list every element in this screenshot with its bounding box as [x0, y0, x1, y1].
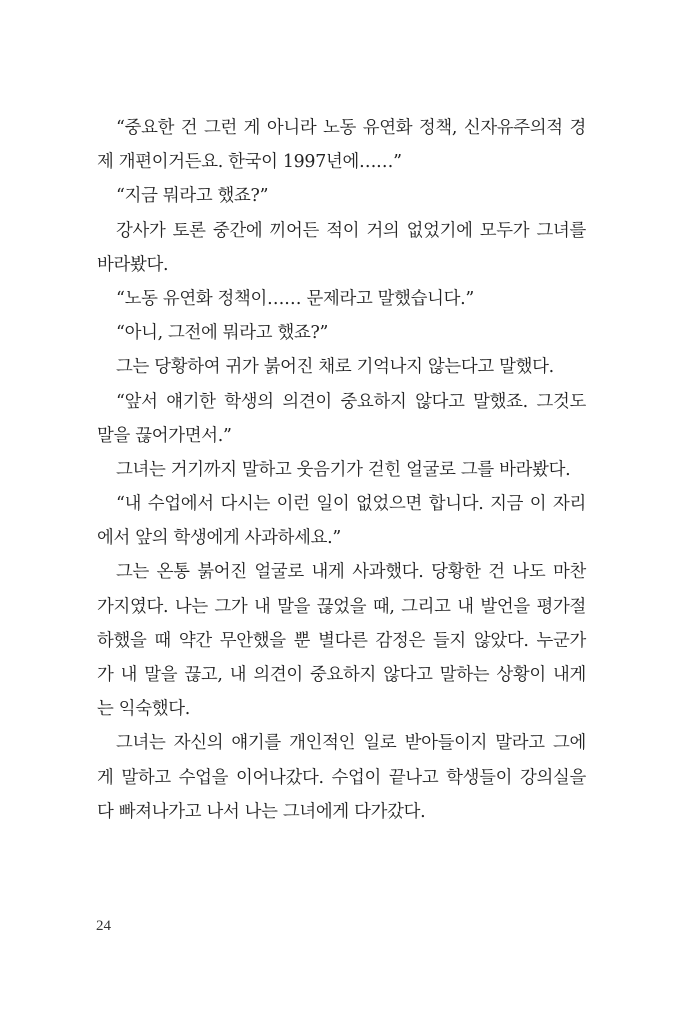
text-line: “노동 유연화 정책이…… 문제라고 말했습니다.”	[116, 288, 474, 309]
text-line: “앞서 얘기한 학생의 의견이 중요하지 않다고 말했죠. 그것도	[116, 391, 586, 412]
text-line: “중요한 건 그런 게 아니라 노동 유연화 정책, 신자유주의적 경	[116, 118, 586, 138]
text-line: 그녀는 자신의 얘기를 개인적인 일로 받아들이지 말라고 그에	[116, 733, 586, 754]
text-line: 바라봤다.	[97, 254, 169, 275]
text-line: 그는 당황하여 귀가 붉어진 채로 기억나지 않는다고 말했다.	[116, 357, 554, 378]
text-line: 그녀는 거기까지 말하고 웃음기가 걷힌 얼굴로 그를 바라봤다.	[116, 459, 571, 480]
body-text	[97, 111, 586, 829]
text-line: 다 빠져나가고 나서 나는 그녀에게 다가갔다.	[97, 801, 426, 822]
text-line: 는 익숙했다.	[97, 699, 190, 720]
text-line: 강사가 토론 중간에 끼어든 적이 거의 없었기에 모두가 그녀를	[116, 220, 586, 241]
text-line: 게 말하고 수업을 이어나갔다. 수업이 끝나고 학생들이 강의실을	[97, 767, 586, 788]
text-line: 제 개편이거든요. 한국이 1997년에……”	[97, 152, 402, 173]
text-line: “내 수업에서 다시는 이런 일이 없었으면 합니다. 지금 이 자리	[116, 494, 586, 515]
text-line: 에서 앞의 학생에게 사과하세요.”	[97, 528, 341, 549]
text-line: 말을 끊어가면서.”	[97, 425, 232, 446]
text-line: 그는 온통 붉어진 얼굴로 내게 사과했다. 당황한 건 나도 마찬	[116, 562, 586, 583]
text-line: 가지였다. 나는 그가 내 말을 끊었을 때, 그리고 내 발언을 평가절	[97, 596, 586, 617]
page-number: 24	[96, 918, 111, 934]
text-line: 하했을 때 약간 무안했을 뿐 별다른 감정은 들지 않았다. 누군가	[97, 630, 586, 651]
text-line: 가 내 말을 끊고, 내 의견이 중요하지 않다고 말하는 상황이 내게	[97, 665, 586, 685]
text-line: “지금 뭐라고 했죠?”	[116, 186, 269, 207]
text-line: “아니, 그전에 뭐라고 했죠?”	[116, 323, 329, 344]
